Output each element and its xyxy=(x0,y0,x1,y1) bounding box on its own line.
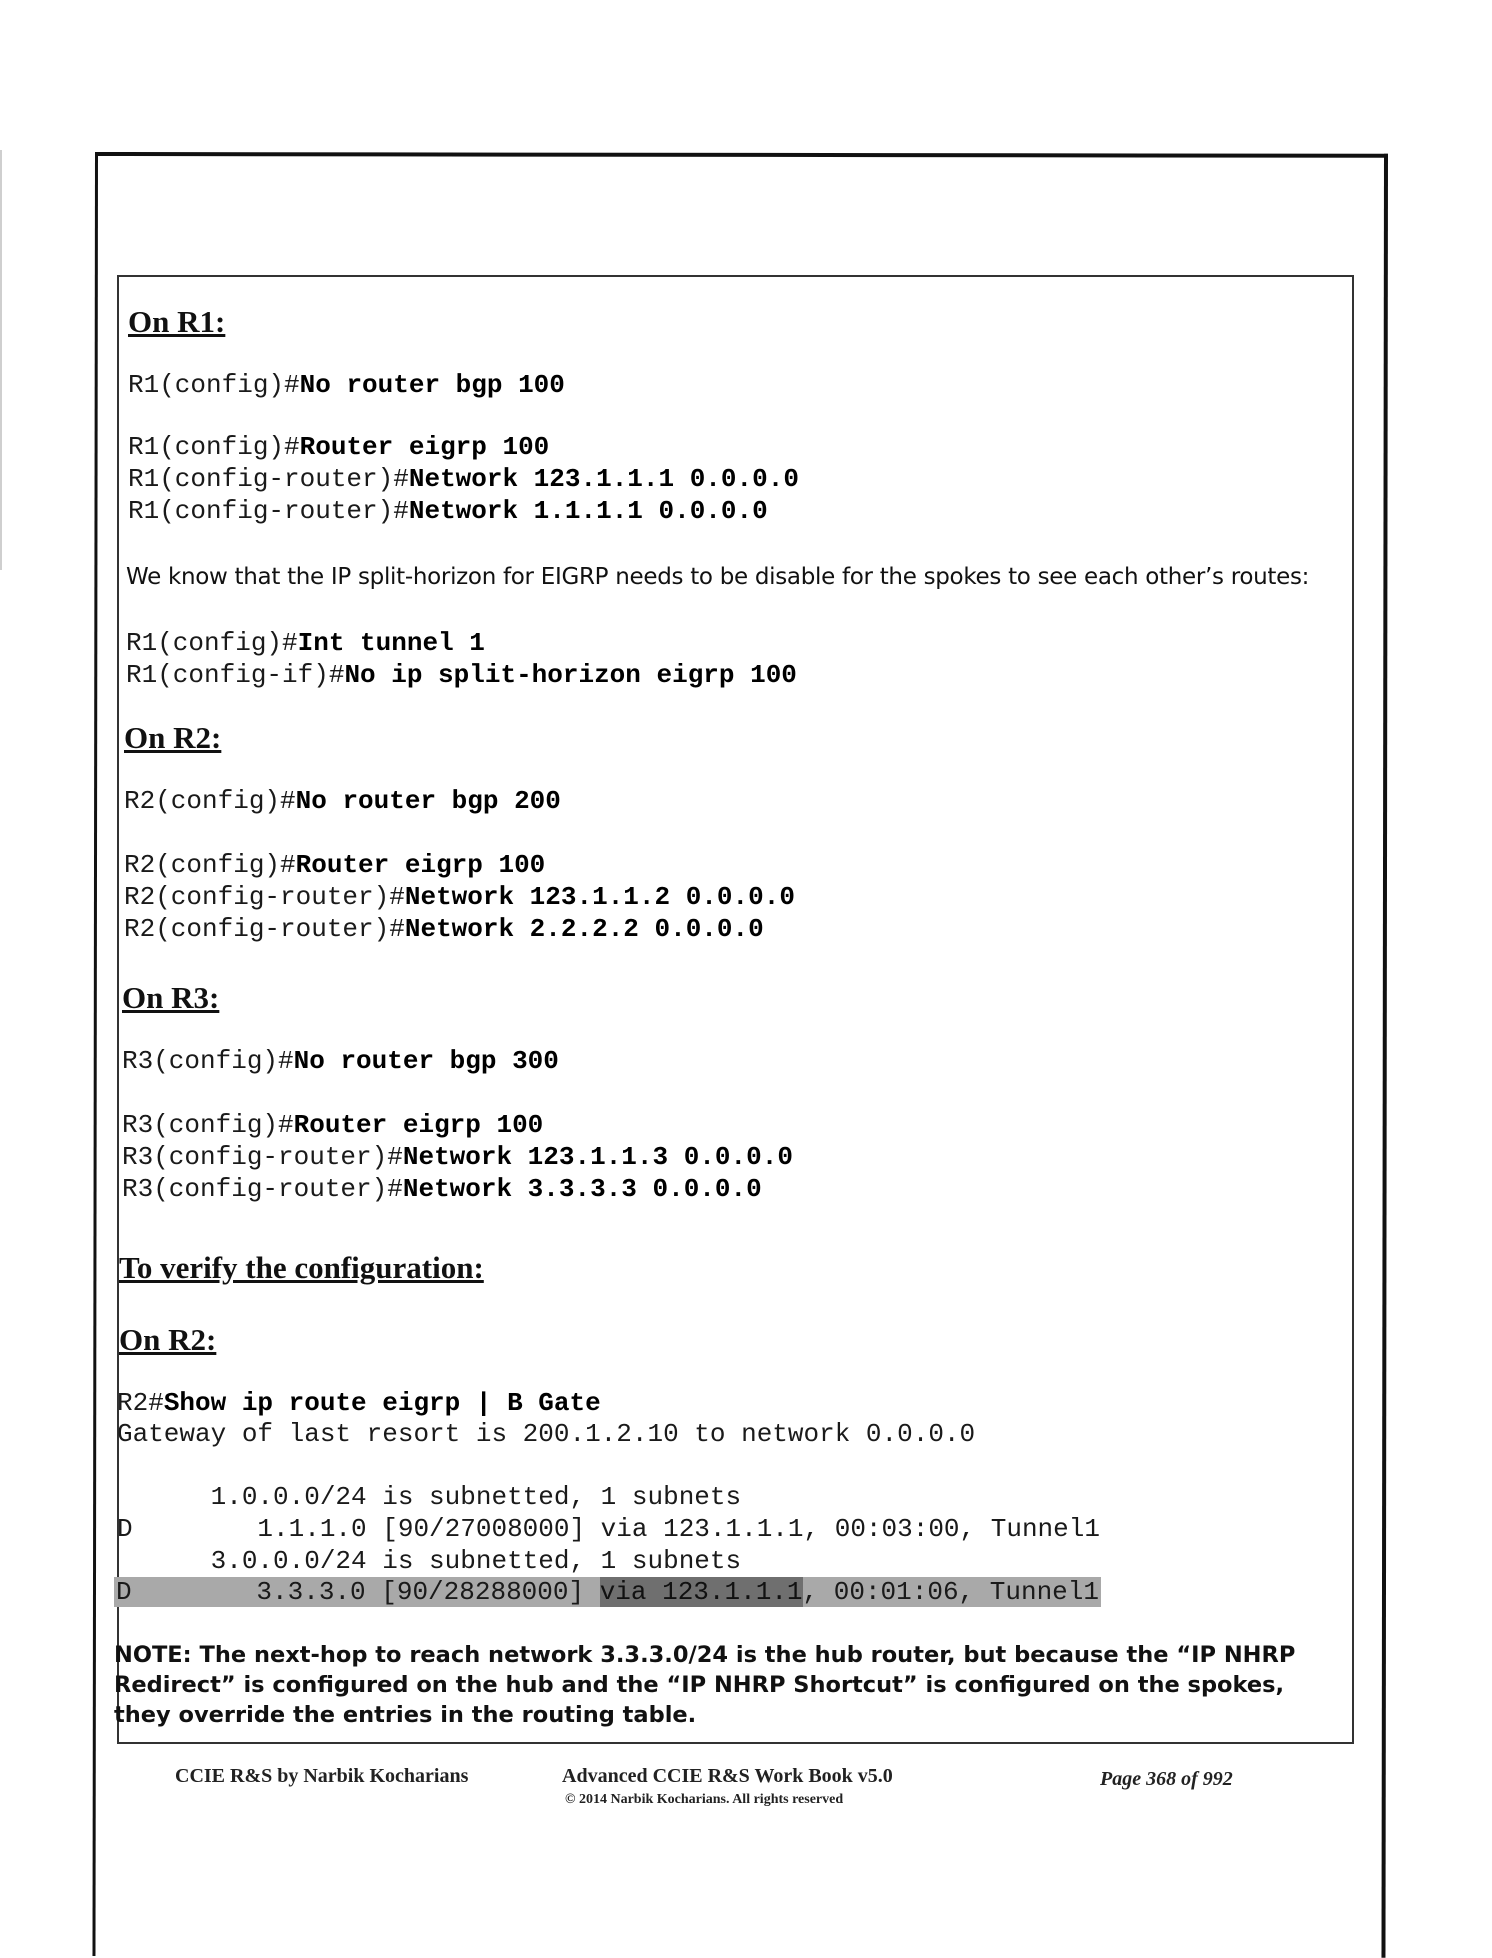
code-line: R1(config-if)#No ip split-horizon eigrp 100 xyxy=(126,660,797,690)
section-heading-r2: On R2: xyxy=(124,720,222,755)
code-line: R1(config)#No router bgp 100 xyxy=(128,370,565,400)
highlighted-route-line: D 3.3.3.0 [90/28288000] via 123.1.1.1, 00:01:06, Tunnel1 xyxy=(116,1577,1099,1607)
footer-page-number: Page 368 of 992 xyxy=(1100,1768,1233,1790)
output-line: 1.0.0.0/24 is subnetted, 1 subnets xyxy=(117,1482,742,1512)
code-line: R2#Show ip route eigrp | B Gate xyxy=(117,1388,601,1418)
output-line: D 1.1.1.0 [90/27008000] via 123.1.1.1, 00:03:00, Tunnel1 xyxy=(117,1514,1100,1544)
code-line: R3(config-router)#Network 123.1.1.3 0.0.0.0 xyxy=(122,1142,793,1172)
section-heading-r1: On R1: xyxy=(128,304,226,339)
footer-copyright: © 2014 Narbik Kocharians. All rights reserved xyxy=(565,1792,844,1807)
highlighted-next-hop: via 123.1.1.1 xyxy=(599,1577,803,1607)
code-line: R2(config)#Router eigrp 100 xyxy=(124,850,546,880)
footer-book-title: Advanced CCIE R&S Work Book v5.0 xyxy=(562,1765,893,1787)
code-line: R1(config-router)#Network 123.1.1.1 0.0.0.0 xyxy=(128,464,799,494)
verify-heading: To verify the configuration: xyxy=(119,1250,484,1285)
explanation-text: We know that the IP split-horizon for EIGRP needs to be disable for the spokes to see each other’s routes: xyxy=(126,564,1310,590)
code-line: R3(config)#No router bgp 300 xyxy=(122,1046,559,1076)
code-line: R3(config-router)#Network 3.3.3.3 0.0.0.0 xyxy=(122,1174,762,1204)
note-paragraph: NOTE: The next-hop to reach network 3.3.3.0/24 is the hub router, but because the “IP NHRP Redirect” is configured on the hub and the “IP NHRP Shortcut” is configured on the spokes, they override the entries in the routing table. xyxy=(114,1642,1296,1728)
output-line: 3.0.0.0/24 is subnetted, 1 subnets xyxy=(117,1546,742,1576)
code-line: R2(config-router)#Network 123.1.1.2 0.0.0.0 xyxy=(124,882,795,912)
code-line: R1(config)#Int tunnel 1 xyxy=(126,628,485,658)
section-heading-r3: On R3: xyxy=(122,980,220,1015)
code-line: R2(config)#No router bgp 200 xyxy=(124,786,561,816)
section-heading-r2-verify: On R2: xyxy=(119,1322,217,1357)
footer-author: CCIE R&S by Narbik Kocharians xyxy=(175,1765,469,1787)
output-line: Gateway of last resort is 200.1.2.10 to network 0.0.0.0 xyxy=(117,1419,976,1449)
code-line: R1(config-router)#Network 1.1.1.1 0.0.0.0 xyxy=(128,496,768,526)
code-line: R2(config-router)#Network 2.2.2.2 0.0.0.0 xyxy=(124,914,764,944)
code-line: R1(config)#Router eigrp 100 xyxy=(128,432,550,462)
code-line: R3(config)#Router eigrp 100 xyxy=(122,1110,544,1140)
scan-edge-mark xyxy=(0,150,2,570)
